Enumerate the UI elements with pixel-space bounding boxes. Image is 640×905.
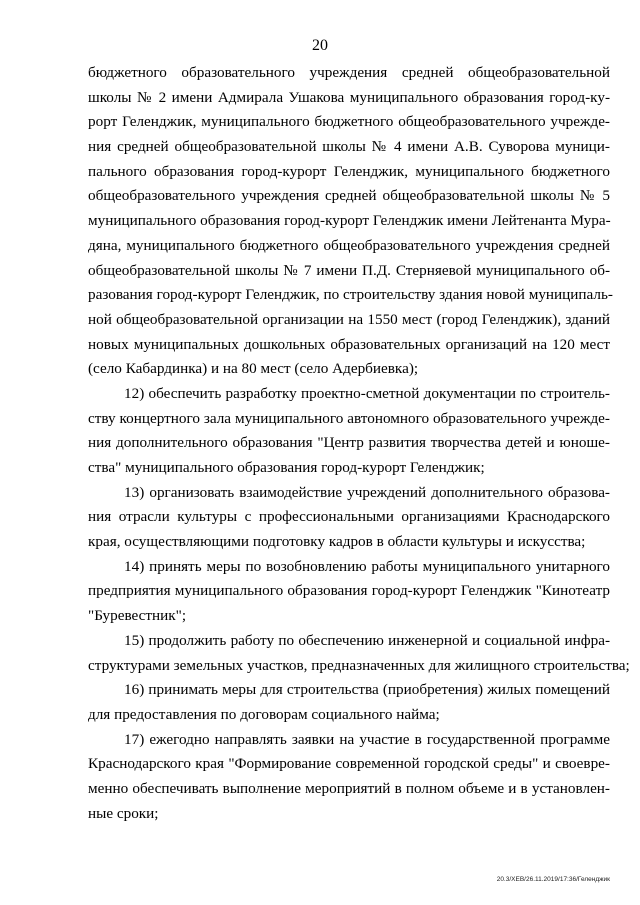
paragraph-17-line: 17) ежегодно направлять заявки на участие в государственной программе: [124, 730, 610, 748]
text-line: "Буревестник";: [88, 607, 187, 625]
text-line: менно обеспечивать выполнение мероприятий в полном объеме и в установлен-: [88, 779, 610, 797]
paragraph-12-line: 12) обеспечить разработку проектно-сметной документации по строитель-: [124, 384, 610, 402]
text-line: предприятия муниципального образования город-курорт Геленджик "Кинотеатр: [88, 582, 610, 600]
paragraph-16-line: 16) принимать меры для строительства (приобретения) жилых помещений: [124, 681, 610, 699]
paragraph-14-line: 14) принять меры по возобновлению работы муниципального унитарного: [124, 557, 610, 575]
text-line: ства" муниципального образования город-курорт Геленджик;: [88, 459, 485, 476]
text-line: ной общеобразовательной организации на 1550 мест (город Геленджик), зданий: [88, 310, 610, 328]
text-line: общеобразовательного учреждения средней общеобразовательной школы № 5: [88, 187, 610, 205]
text-line: новых муниципальных дошкольных образовательных организаций на 120 мест: [88, 335, 610, 353]
paragraph-15-line: 15) продолжить работу по обеспечению инженерной и социальной инфра-: [124, 631, 610, 649]
text-line: ния дополнительного образования "Центр развития творчества детей и юноше-: [88, 434, 610, 452]
text-line: края, осуществляющими подготовку кадров в области культуры и искусства;: [88, 533, 586, 551]
text-line: ния средней общеобразовательной школы № 4 имени А.В. Суворова муници-: [88, 138, 610, 156]
text-line: ству концертного зала муниципального автономного образовательного учрежде-: [88, 409, 610, 427]
text-line: школы № 2 имени Адмирала Ушакова муниципального образования город-ку-: [88, 88, 610, 106]
paragraph-13-line: 13) организовать взаимодействие учреждений дополнительного образова-: [124, 483, 610, 501]
text-line: муниципального образования город-курорт Геленджик имени Лейтенанта Мура-: [88, 212, 611, 230]
page-number: 20: [312, 37, 328, 54]
text-line: разования город-курорт Геленджик, по строительству здания новой муниципаль-: [88, 286, 613, 304]
text-line: для предоставления по договорам социального найма;: [88, 705, 440, 723]
text-line: структурами земельных участков, предназначенных для жилищного строительства;: [88, 656, 630, 674]
text-line: общеобразовательной школы № 7 имени П.Д. Стерняевой муниципального об-: [88, 261, 610, 279]
text-line: рорт Геленджик, муниципального бюджетного общеобразовательного учрежде-: [88, 113, 610, 131]
text-line: пального образования город-курорт Геленджик, муниципального бюджетного: [88, 162, 610, 180]
text-line: ния отрасли культуры с профессиональными организациями Краснодарского: [88, 508, 610, 526]
document-footer-stamp: 20.3/ХЕВ/26.11.2019/17:36/Геленджик: [496, 876, 610, 883]
document-body: [88, 61, 630, 826]
text-line: бюджетного образовательного учреждения средней общеобразовательной: [88, 64, 610, 81]
text-line: Краснодарского края "Формирование современной городской среды" и своевре-: [88, 755, 610, 773]
text-line: (село Кабардинка) и на 80 мест (село Адербиевка);: [88, 360, 419, 378]
text-line: дяна, муниципального бюджетного общеобразовательного учреждения средней: [88, 236, 610, 254]
text-line: ные сроки;: [88, 804, 159, 822]
